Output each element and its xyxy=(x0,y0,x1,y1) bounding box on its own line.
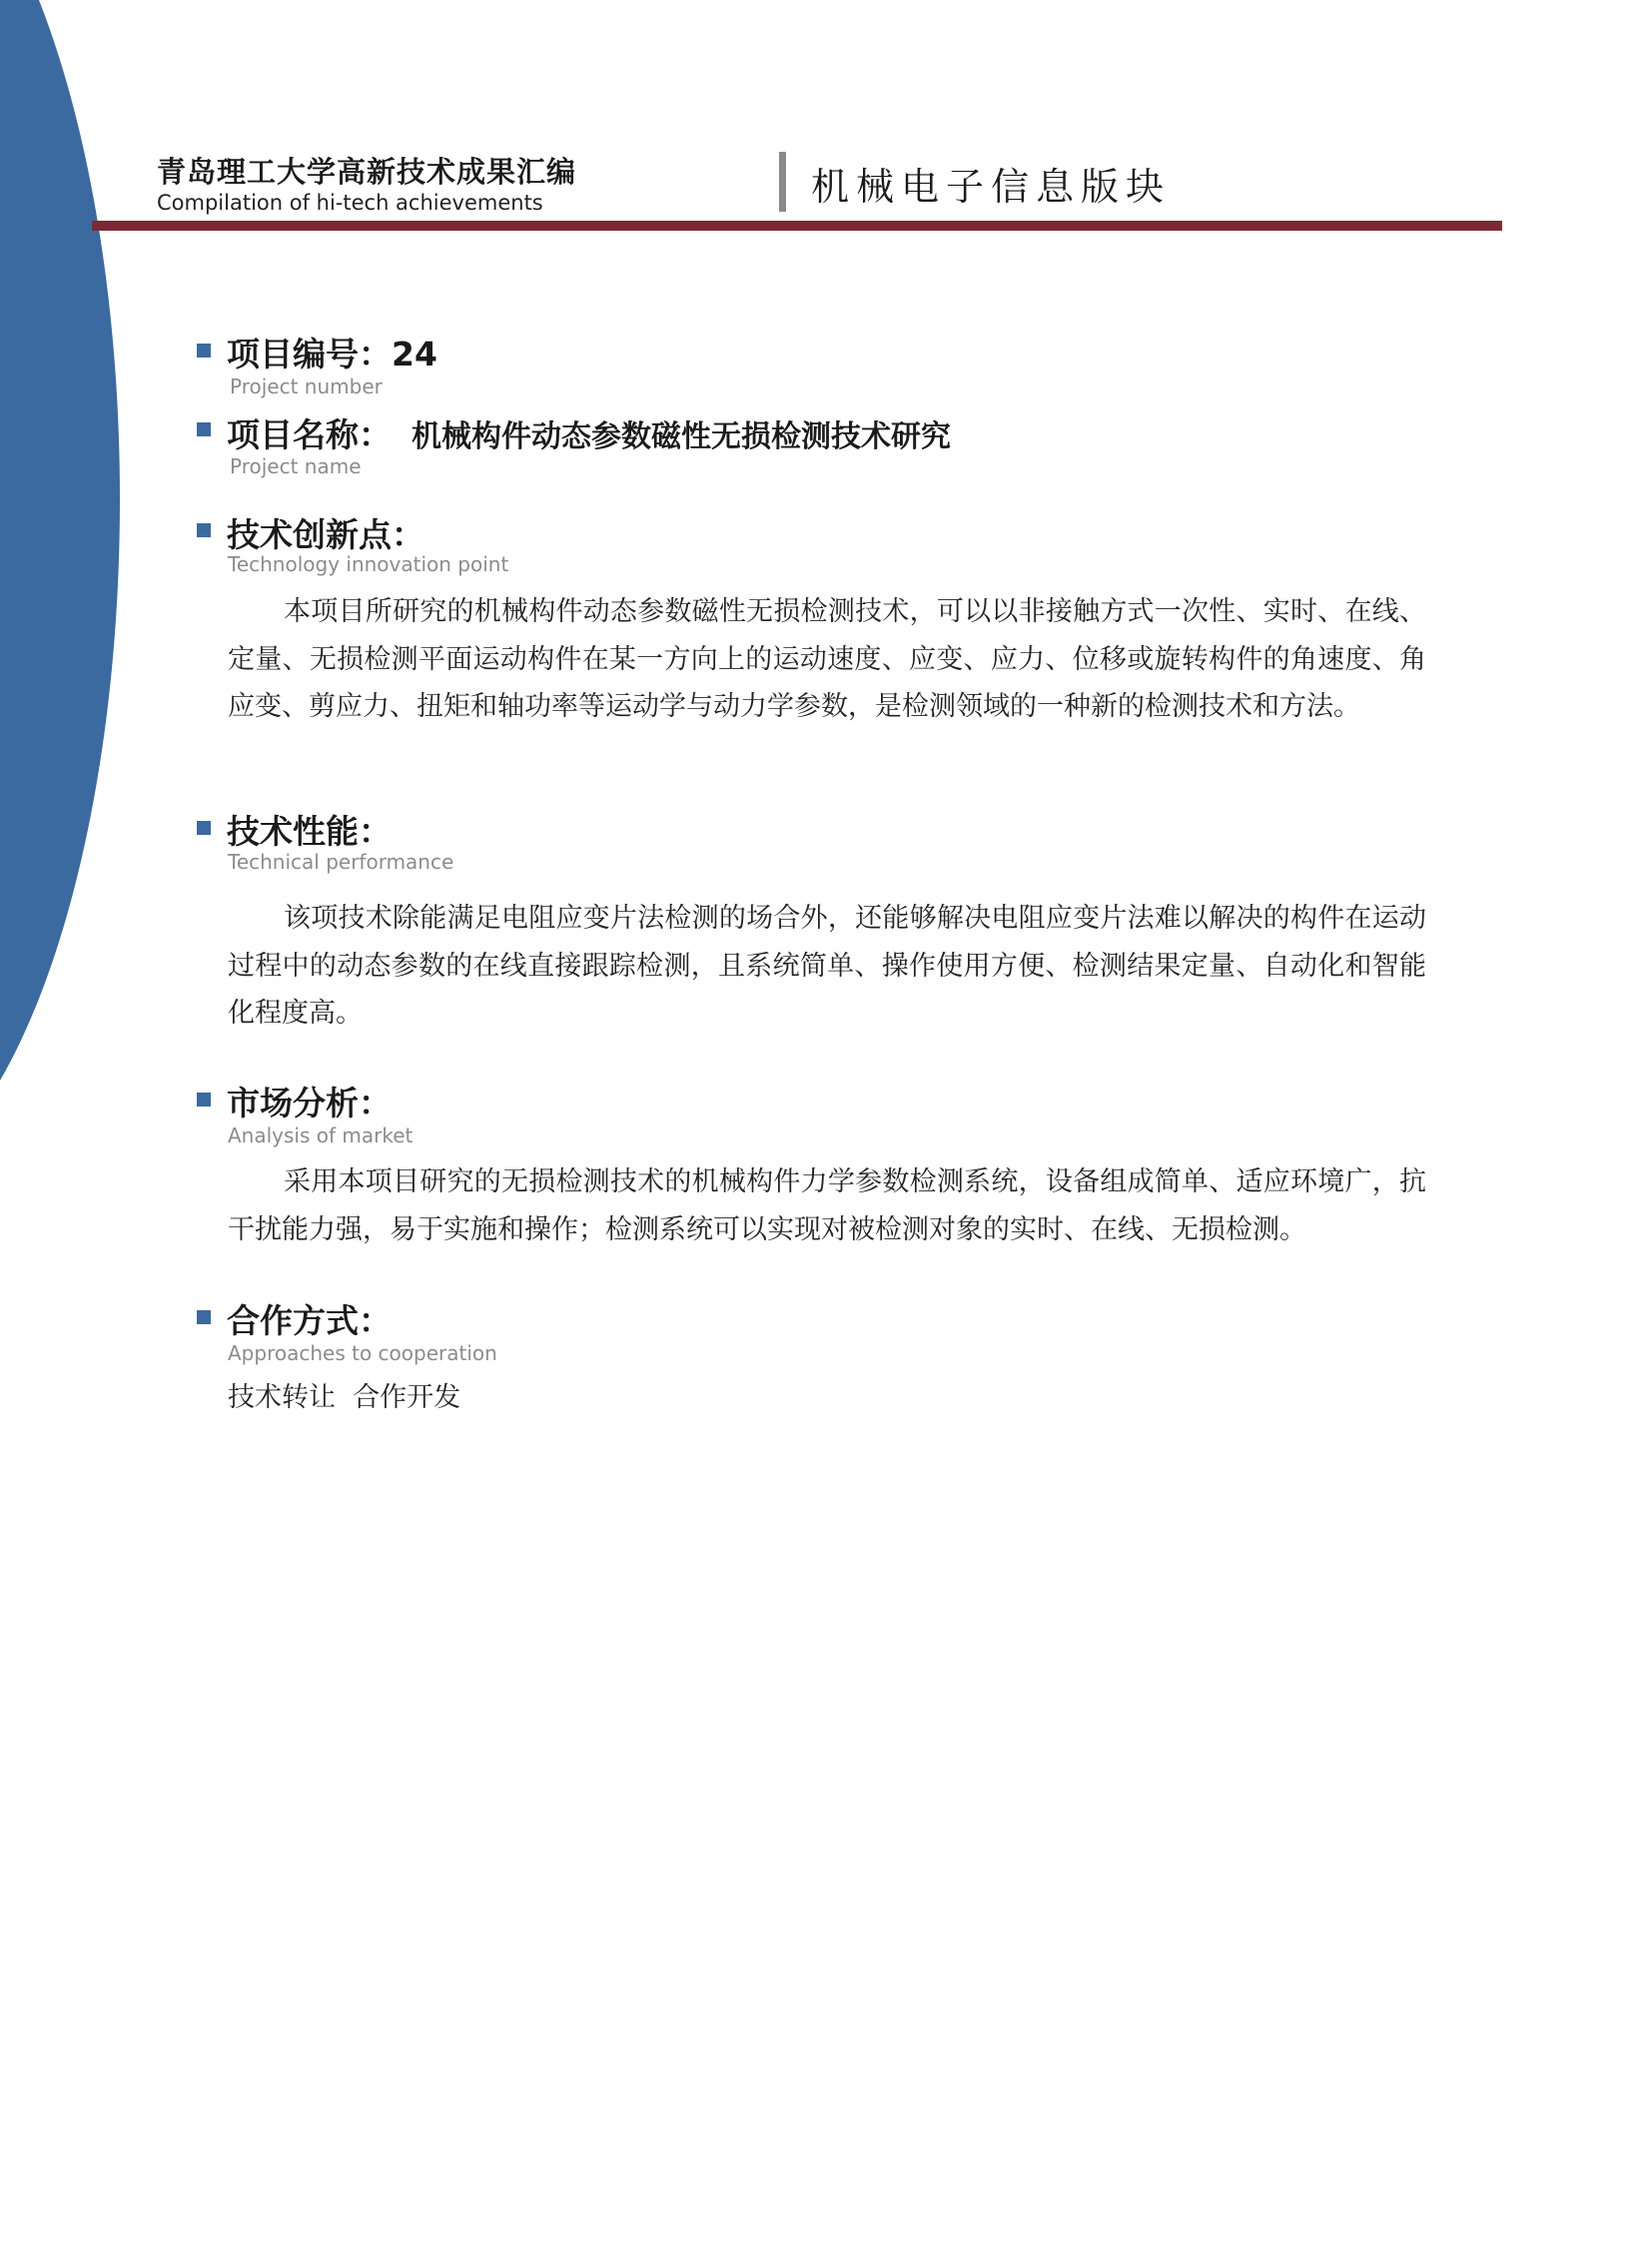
project-number-heading xyxy=(227,329,437,375)
market-heading: 市场分析： xyxy=(227,1084,392,1122)
project-name-label-en: Project name xyxy=(230,454,362,478)
bullet-square-icon xyxy=(197,1310,211,1324)
header-divider xyxy=(779,152,786,212)
header-title-cn: 青岛理工大学高新技术成果汇编 xyxy=(157,155,577,189)
bullet-square-icon xyxy=(197,821,211,835)
cooperation-text: 技术转让 合作开发 xyxy=(228,1382,461,1413)
innovation-heading-en: Technology innovation point xyxy=(228,552,509,576)
market-text: 采用本项目研究的无损检测技术的机械构件力学参数检测系统，设备组成简单、适应环境广，抗干扰能力强，易于实施和操作；检测系统可以实现对被检测对象的实时、在线、无损检测。 xyxy=(228,1166,1426,1245)
decorative-side-arc xyxy=(0,0,120,1198)
header-rule xyxy=(92,221,1502,231)
cooperation-heading: 合作方式： xyxy=(227,1301,392,1340)
section-title: 机械电子信息版块 xyxy=(811,165,1172,209)
performance-heading-en: Technical performance xyxy=(228,850,454,874)
project-number-value: 24 xyxy=(392,335,437,374)
bullet-square-icon xyxy=(197,344,211,358)
innovation-heading: 技术创新点： xyxy=(227,515,424,554)
project-name-heading xyxy=(227,409,951,456)
cooperation-heading-en: Approaches to cooperation xyxy=(228,1341,497,1365)
header-title-en: Compilation of hi-tech achievements xyxy=(157,191,543,215)
performance-heading: 技术性能： xyxy=(227,812,392,851)
innovation-text: 本项目所研究的机械构件动态参数磁性无损检测技术，可以以非接触方式一次性、实时、在线、定量、无损检测平面运动构件在某一方向上的运动速度、应变、应力、位移或旋转构件的角速度、角应变、剪应力、扭矩和轴功率等运动学与动力学参数，是检测领域的一种新的检测技术和方法。 xyxy=(228,596,1426,722)
market-heading-en: Analysis of market xyxy=(228,1123,413,1147)
project-number-label-en: Project number xyxy=(230,374,383,398)
performance-text: 该项技术除能满足电阻应变片法检测的场合外，还能够解决电阻应变片法难以解决的构件在运动过程中的动态参数的在线直接跟踪检测，且系统简单、操作使用方便、检测结果定量、自动化和智能化程度高。 xyxy=(228,903,1426,1029)
bullet-square-icon xyxy=(197,422,211,436)
bullet-square-icon xyxy=(197,523,211,537)
project-number-label: 项目编号： xyxy=(227,335,392,374)
project-name-value: 机械构件动态参数磁性无损检测技术研究 xyxy=(412,419,951,454)
project-name-label: 项目名称： xyxy=(227,415,392,454)
bullet-square-icon xyxy=(197,1093,211,1107)
